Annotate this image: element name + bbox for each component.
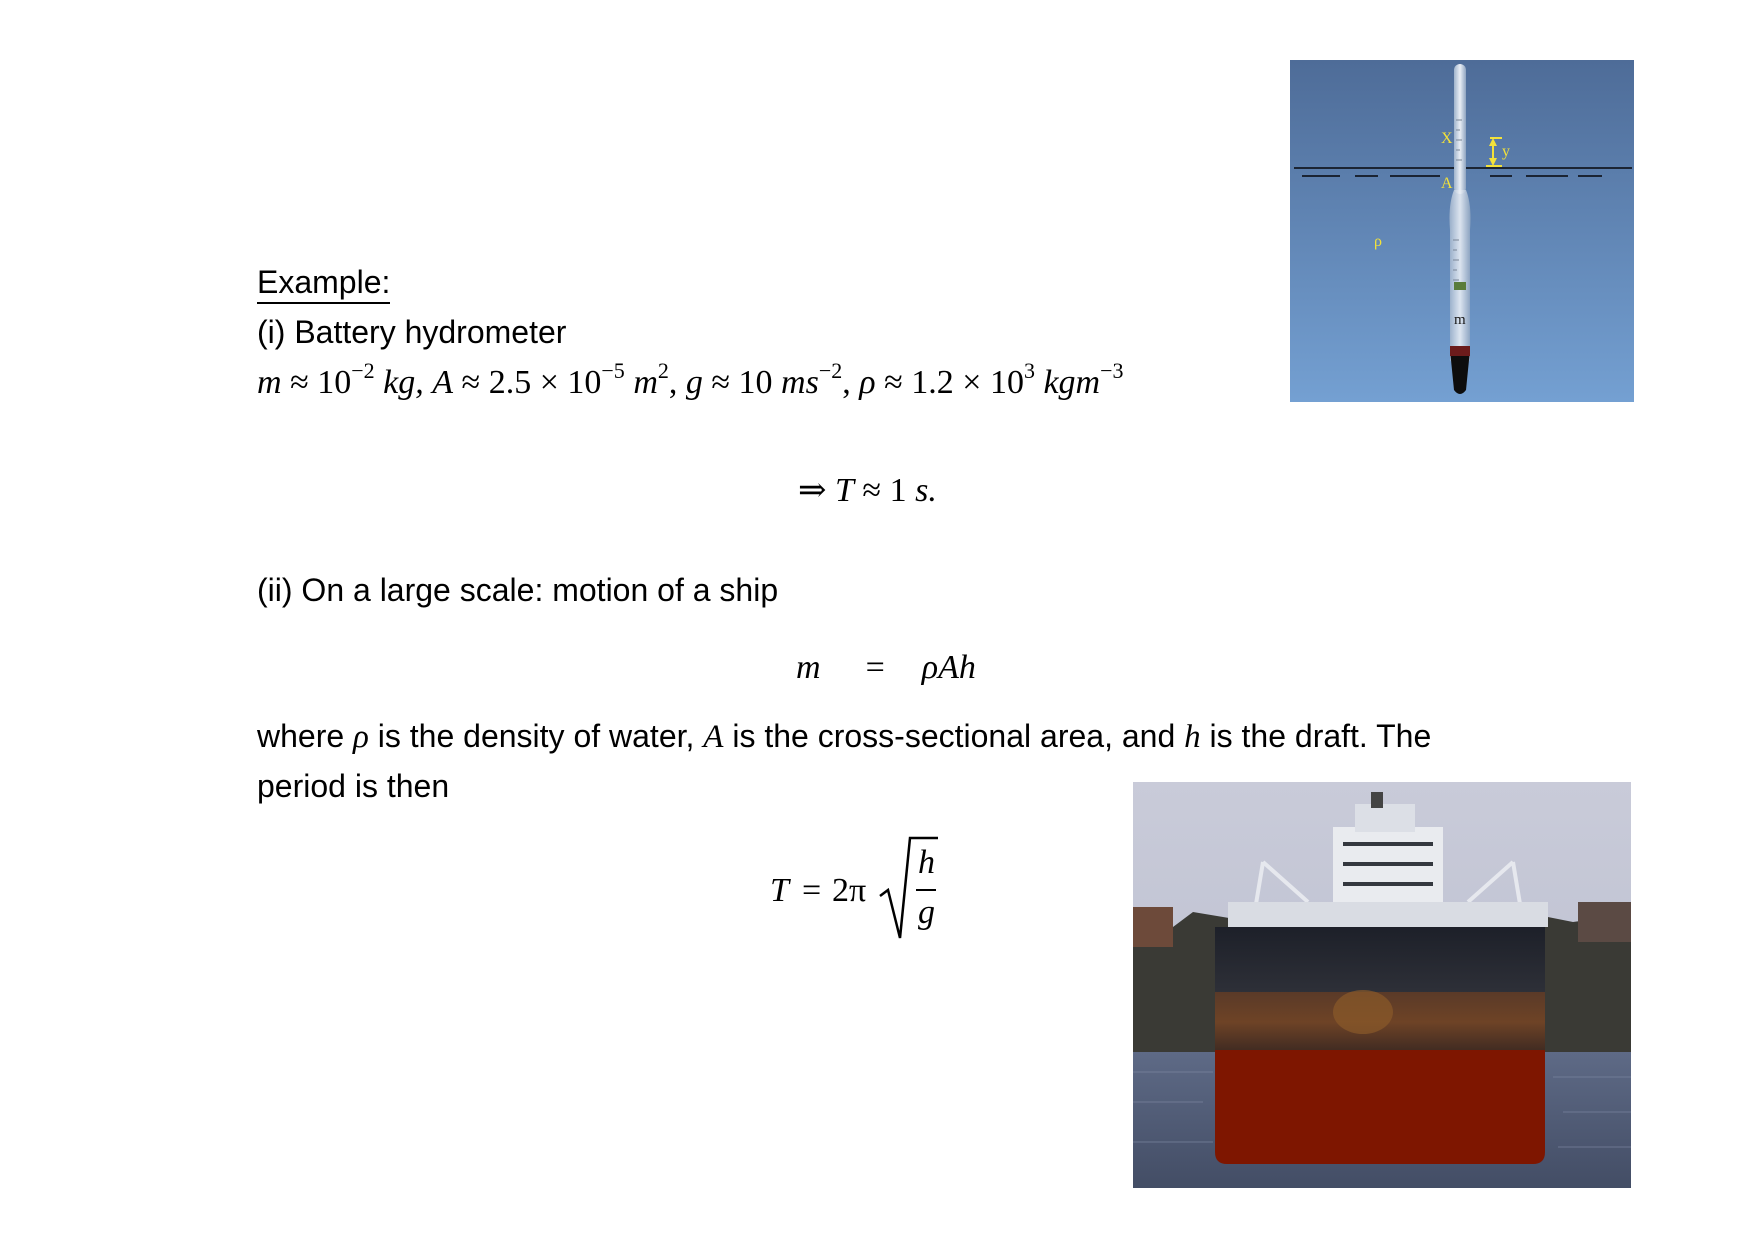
hydrometer-illustration — [1290, 60, 1634, 402]
label-m: m — [1454, 312, 1466, 328]
hydrometer-image — [1290, 60, 1634, 402]
where-paragraph-line1: where ρ is the density of water, A is the cross-sectional area, and h is the draft. The — [257, 718, 1432, 755]
mass-equation: m = ρAh — [796, 649, 976, 686]
ship-illustration — [1133, 782, 1631, 1188]
ship-image — [1133, 782, 1631, 1188]
item-ship-title: (ii) On a large scale: motion of a ship — [257, 572, 779, 608]
label-y: y — [1502, 143, 1510, 160]
period-formula: T = 2π h g — [770, 830, 940, 945]
hydrometer-parameters: $m \approx 10^{-2}$ kg, $A \approx 2.5 \times 10^{-5}$ $m^2$, g ≈ 10 $ms^{-2}$, $\rho \approx 1.2 \times 10^3$ kgm$^{-3}$ — [257, 358, 1124, 401]
example-heading: Example: — [257, 264, 390, 301]
label-rho: ρ — [1374, 233, 1382, 250]
item-battery-hydrometer-title: (i) Battery hydrometer — [257, 314, 567, 350]
where-paragraph-line2: period is then — [257, 768, 450, 804]
label-x: X — [1441, 130, 1453, 147]
period-result: ⇒ T ≈ 1 s. — [798, 472, 937, 509]
label-a: A — [1441, 175, 1453, 192]
